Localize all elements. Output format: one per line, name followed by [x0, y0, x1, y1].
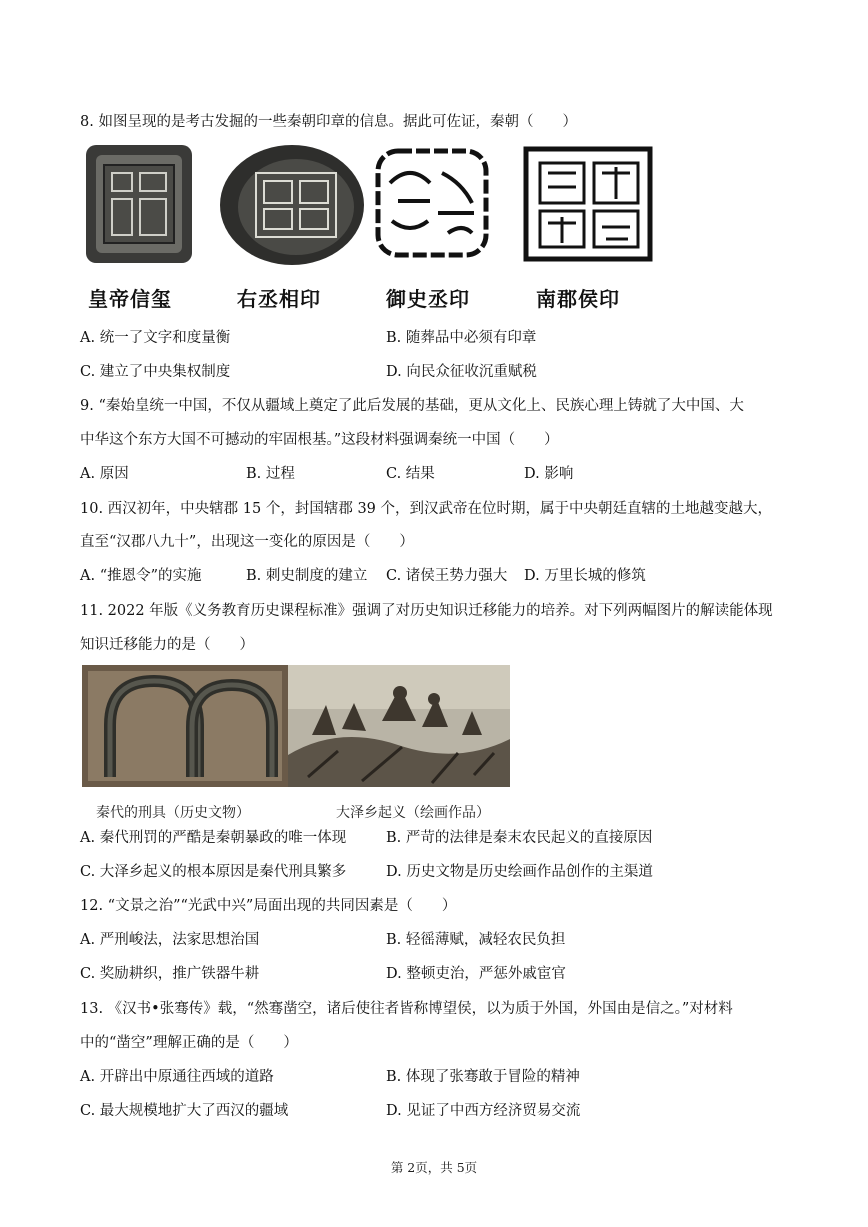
q12-option-c: C. 奖励耕织，推广铁器牛耕 — [80, 966, 260, 982]
q8-option-a: A. 统一了文字和度量衡 — [80, 330, 231, 346]
seal-caption-2: 右丞相印 — [237, 287, 321, 311]
q8-option-b: B. 随葬品中必须有印章 — [386, 330, 537, 346]
q10-stem-line1: 10. 西汉初年，中央辖郡 15 个，封国辖郡 39 个，到汉武帝在位时期，属于中央朝廷直辖的土地越变越大， — [80, 501, 773, 517]
q9-option-b: B. 过程 — [246, 466, 295, 482]
seal-caption-3: 御史丞印 — [386, 287, 470, 311]
q13-option-b: B. 体现了张骞敢于冒险的精神 — [386, 1069, 580, 1085]
seal-image-4 — [526, 149, 650, 259]
q10-option-d: D. 万里长城的修筑 — [524, 568, 646, 584]
q11-stem-line1: 11. 2022 年版《义务教育历史课程标准》强调了对历史知识迁移能力的培养。对下列两幅图片的解读能体现 — [80, 603, 773, 619]
q10-option-b: B. 刺史制度的建立 — [246, 568, 368, 584]
q11-option-c: C. 大泽乡起义的根本原因是秦代刑具繁多 — [80, 864, 347, 880]
q8-option-d: D. 向民众征收沉重赋税 — [386, 364, 537, 380]
dazexiang-uprising-painting — [288, 665, 510, 787]
qin-shackles-image — [82, 665, 288, 787]
page-number-footer: 第 2页，共 5页 — [390, 1160, 478, 1175]
q11-option-b: B. 严苛的法律是秦末农民起义的直接原因 — [386, 830, 653, 846]
q11-option-d: D. 历史文物是历史绘画作品创作的主渠道 — [386, 864, 653, 880]
q13-stem-line2: 中的“凿空”理解正确的是（ ） — [80, 1035, 298, 1051]
q11-figure — [82, 665, 510, 787]
seal-caption-1: 皇帝信玺 — [88, 287, 172, 311]
q12-option-d: D. 整顿吏治，严惩外戚宦官 — [386, 966, 566, 982]
q9-stem-line1: 9. “秦始皇统一中国，不仅从疆域上奠定了此后发展的基础，更从文化上、民族心理上铸就了大中国、大 — [80, 398, 744, 414]
q12-option-a: A. 严刑峻法，法家思想治国 — [80, 932, 260, 948]
q12-option-b: B. 轻徭薄赋，减轻农民负担 — [386, 932, 566, 948]
q9-option-c: C. 结果 — [386, 466, 435, 482]
q10-option-c: C. 诸侯王势力强大 — [386, 568, 508, 584]
q10-stem-line2: 直至“汉郡八九十”，出现这一变化的原因是（ ） — [80, 534, 414, 550]
q13-option-c: C. 最大规模地扩大了西汉的疆域 — [80, 1103, 289, 1119]
q13-stem-line1: 13. 《汉书•张骞传》载，“然骞凿空，诸后使往者皆称博望侯，以为质于外国，外国由是信之。”对材料 — [80, 1001, 733, 1017]
q10-option-a: A. “推恩令”的实施 — [80, 568, 202, 584]
q11-caption-left: 秦代的刑具（历史文物） — [96, 805, 250, 821]
q13-option-d: D. 见证了中西方经济贸易交流 — [386, 1103, 581, 1119]
q11-stem-line2: 知识迁移能力的是（ ） — [80, 637, 254, 653]
q13-option-a: A. 开辟出中原通往西域的道路 — [80, 1069, 274, 1085]
q11-option-a: A. 秦代刑罚的严酷是秦朝暴政的唯一体现 — [80, 830, 347, 846]
q9-stem-line2: 中华这个东方大国不可撼动的牢固根基。”这段材料强调秦统一中国（ ） — [80, 432, 559, 448]
q11-caption-right: 大泽乡起义（绘画作品） — [336, 805, 490, 821]
q12-stem: 12. “文景之治”“光武中兴”局面出现的共同因素是（ ） — [80, 898, 457, 914]
q8-option-c: C. 建立了中央集权制度 — [80, 364, 231, 380]
q9-option-d: D. 影响 — [524, 466, 574, 482]
seal-image-3 — [378, 151, 486, 255]
q9-option-a: A. 原因 — [80, 466, 129, 482]
seal-image-1 — [86, 145, 192, 263]
seal-caption-4: 南郡侯印 — [536, 287, 620, 311]
seal-image-2 — [220, 145, 364, 265]
q8-stem: 8. 如图呈现的是考古发掘的一些秦朝印章的信息。据此可佐证，秦朝（ ） — [80, 114, 577, 130]
